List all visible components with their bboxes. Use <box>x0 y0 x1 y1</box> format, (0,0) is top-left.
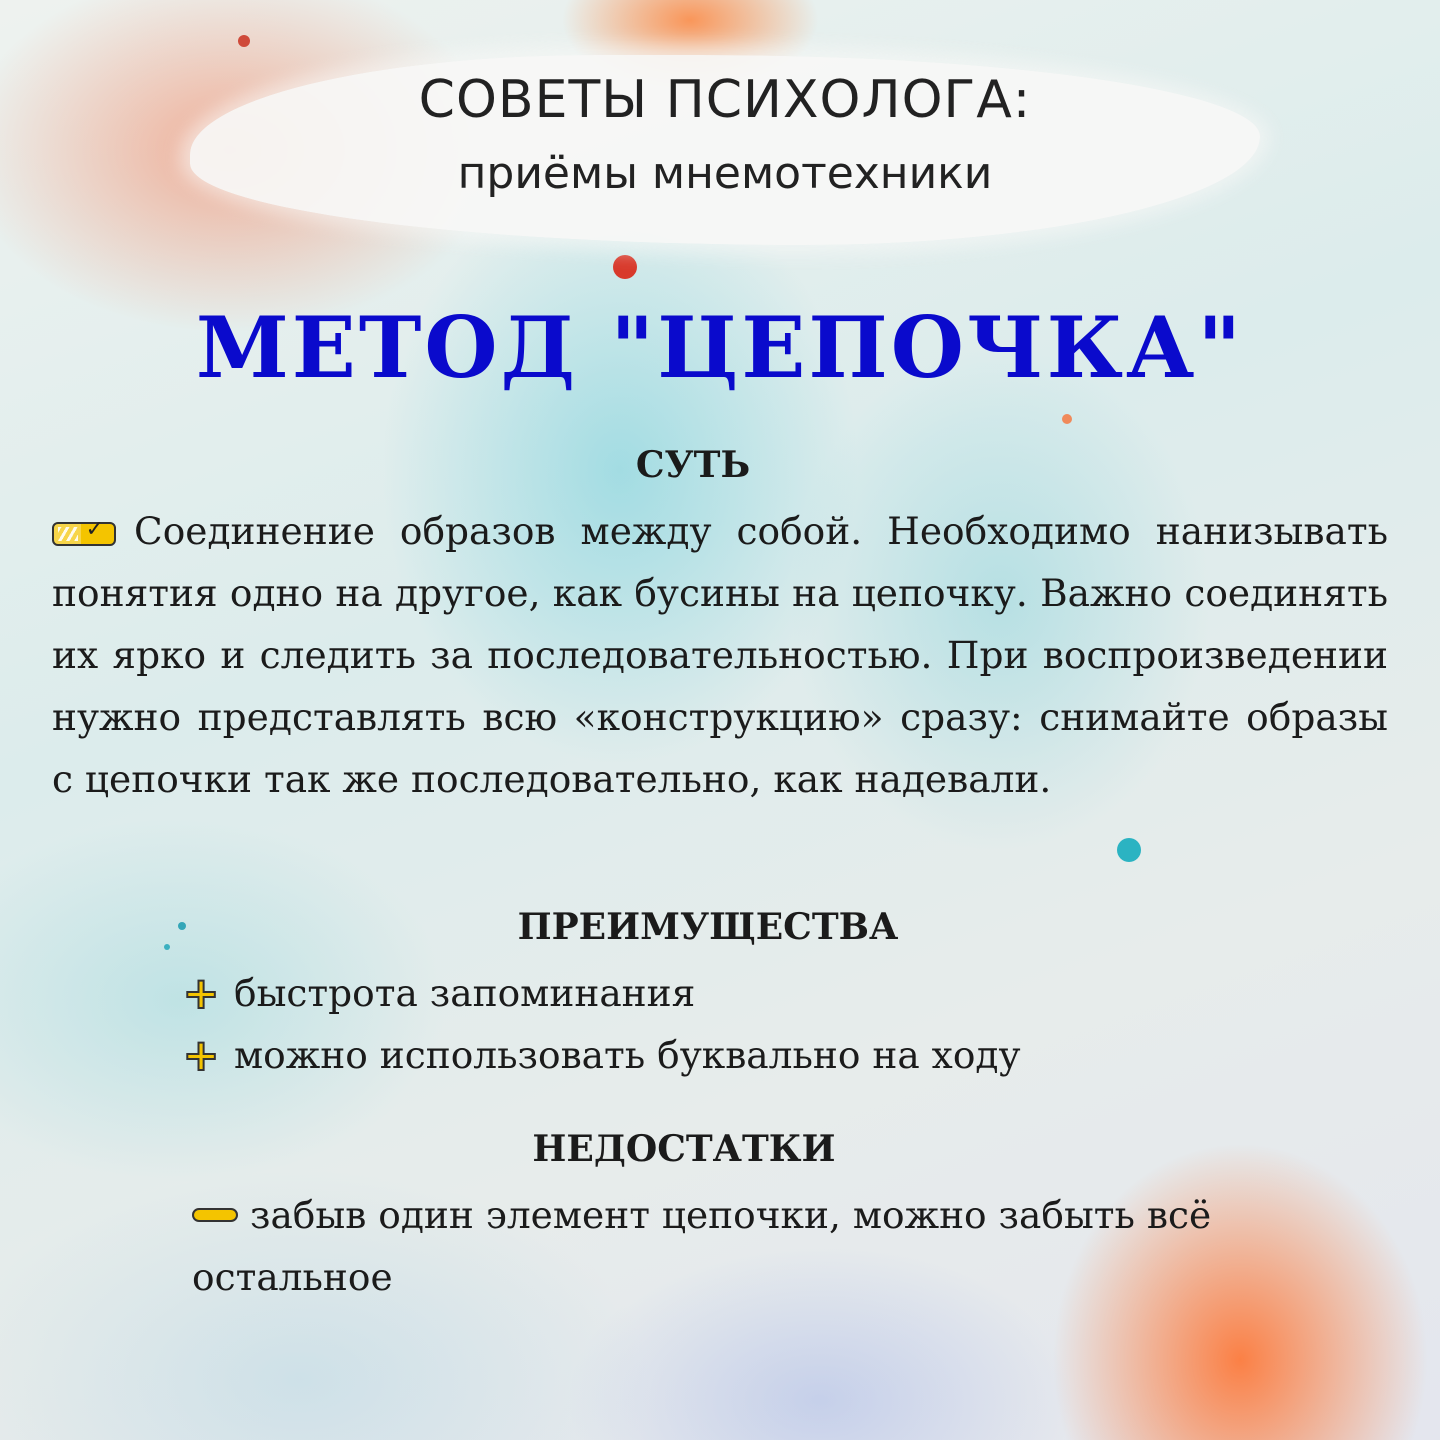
paint-splash <box>238 35 250 47</box>
paint-splash <box>1062 414 1072 424</box>
pros-heading: ПРЕИМУЩЕСТВА <box>517 906 899 948</box>
essence-paragraph <box>52 500 1388 810</box>
list-item <box>180 1026 1021 1088</box>
method-title: МЕТОД "ЦЕПОЧКА" <box>195 298 1245 397</box>
plus-icon: + <box>182 968 220 1019</box>
list-item <box>192 1184 1212 1308</box>
essence-text: Соединение образов между собой. Необходимо нанизывать понятия одно на другое, как бусины на цепочку. Важно соединять их ярко и следить за последовательностью. При воспроизведении нужно представлять всю «конструкцию» сразу: снимайте образы с цепочки так же последовательно, как надевали. <box>52 509 1388 801</box>
essence-heading: СУТЬ <box>635 444 751 486</box>
plus-icon: + <box>182 1030 220 1081</box>
check-box-icon: ✓ <box>52 522 116 546</box>
header-title: СОВЕТЫ ПСИХОЛОГА: <box>418 70 1032 130</box>
paint-splash <box>613 255 637 279</box>
cons-list <box>192 1184 1212 1308</box>
pros-item-text: можно использовать буквально на ходу <box>234 1033 1021 1077</box>
minus-icon <box>192 1208 238 1222</box>
paint-splash <box>1117 838 1141 862</box>
list-item <box>180 964 1021 1026</box>
cons-heading: НЕДОСТАТКИ <box>532 1128 836 1170</box>
pros-list <box>180 964 1021 1088</box>
header-subtitle: приёмы мнемотехники <box>457 148 993 199</box>
cons-item-text: забыв один элемент цепочки, можно забыть всё остальное <box>192 1193 1212 1299</box>
pros-item-text: быстрота запоминания <box>234 971 696 1015</box>
